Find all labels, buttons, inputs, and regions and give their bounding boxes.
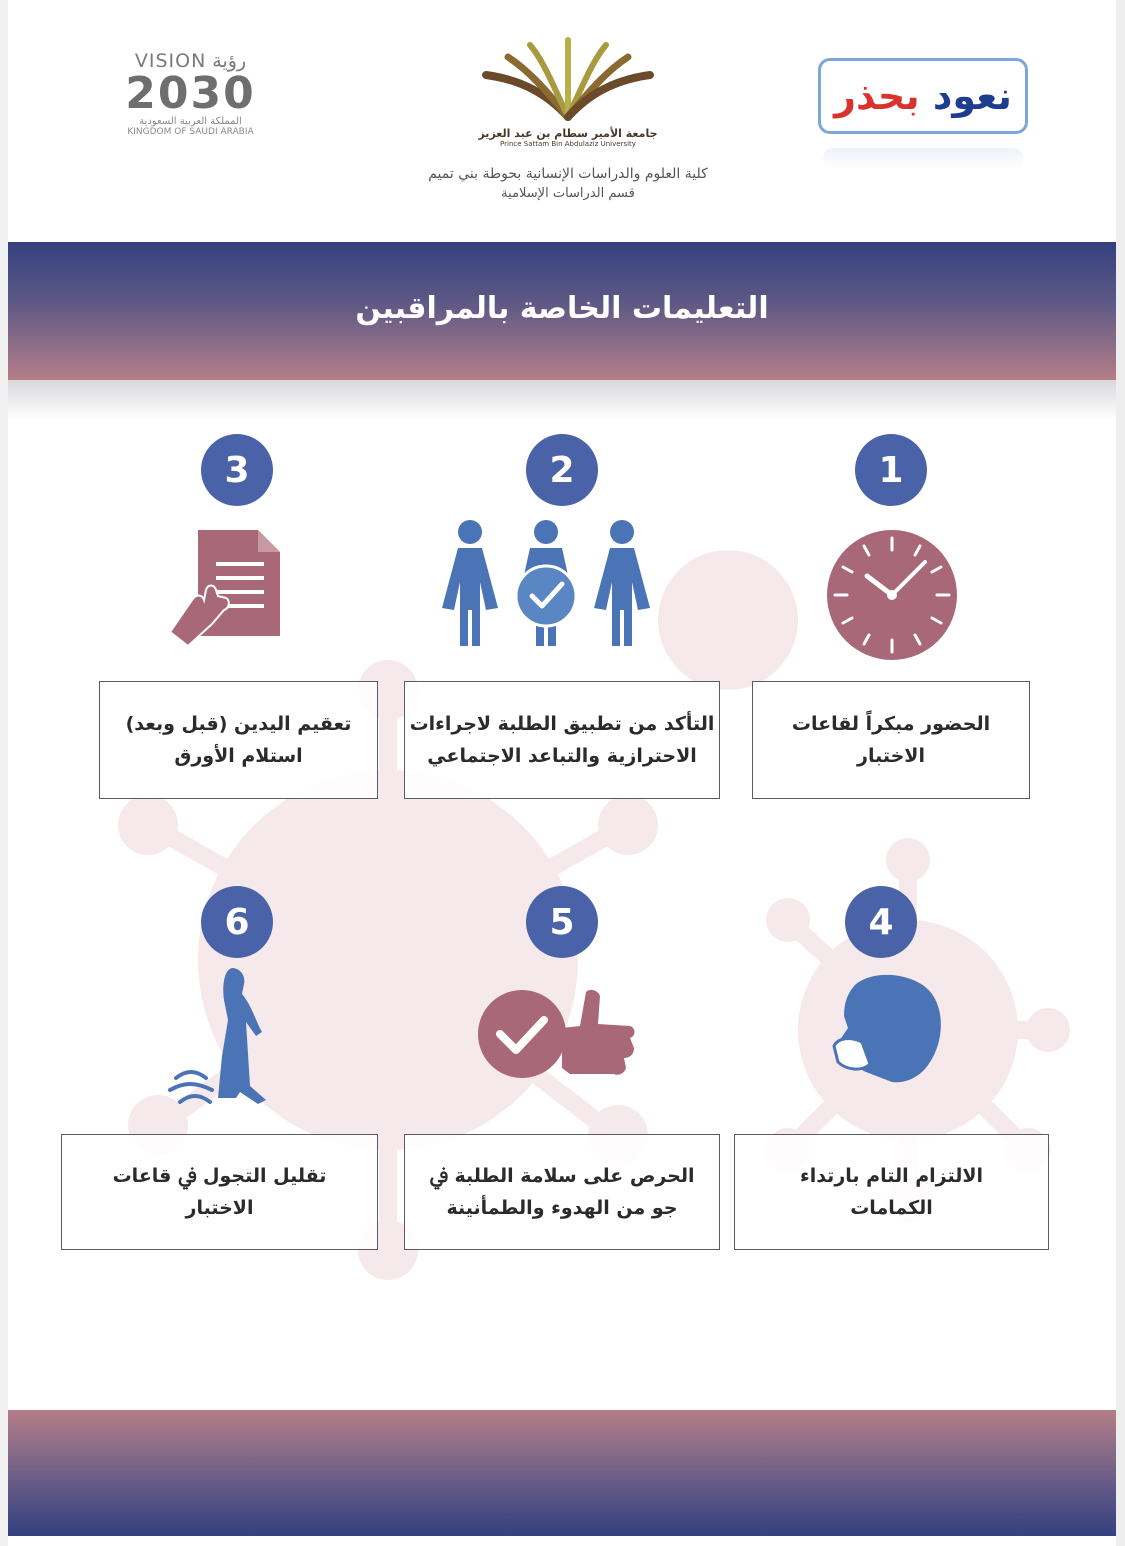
banner-shadow <box>8 380 1116 420</box>
instruction-3-line2: استلام الأورق <box>174 745 303 767</box>
people-check-icon <box>440 518 655 650</box>
step-badge-3: 3 <box>201 434 273 506</box>
brand-word2: بحذر <box>834 74 920 118</box>
instruction-box-1 <box>752 681 1030 799</box>
university-logo <box>388 35 748 215</box>
open-book-icon <box>468 35 668 125</box>
vision-year: 2030 <box>125 68 256 119</box>
kingdom-en: KINGDOM OF SAUDI ARABIA <box>127 127 254 137</box>
instruction-6-line1: تقليل التجول ﰲ قاعات <box>112 1165 327 1187</box>
footer-band <box>8 1410 1116 1536</box>
masked-woman-icon <box>826 972 944 1094</box>
department-name: قسم الدراسات الإسلامية <box>501 186 635 201</box>
step-badge-6: 6 <box>201 886 273 958</box>
brand-word1: نعود <box>932 74 1012 118</box>
instruction-box-3 <box>99 681 378 799</box>
clock-icon <box>825 528 959 662</box>
instruction-3-line1: تعقيم اليدين (قبل وبعد) <box>125 713 352 735</box>
instruction-box-2 <box>404 681 720 799</box>
instruction-6-line2: الاختبار <box>185 1197 254 1219</box>
vision-label: VISION <box>134 50 207 72</box>
instruction-box-6 <box>61 1134 378 1250</box>
university-name-ar: جامعة الأمير سطام بن عبد العزيز <box>478 127 658 140</box>
instruction-2-line1: التأكد من تطبيق الطلبة لاجراءات <box>409 713 715 735</box>
university-name-en: Prince Sattam Bin Abdulaziz University <box>500 140 636 148</box>
step-badge-4: 4 <box>845 886 917 958</box>
kingdom-ar: المملكة العربية السعودية <box>139 116 242 127</box>
instruction-5-line2: جو من الهدوء والطمأنينة <box>446 1197 678 1219</box>
hand-document-icon <box>168 528 283 648</box>
vision-2030-logo <box>108 50 273 180</box>
title-banner <box>8 242 1116 380</box>
instruction-1-line2: الاختبار <box>857 745 925 767</box>
instruction-2-line2: الاحترازية والتباعد الاجتماعي <box>427 745 697 767</box>
brand-reflection <box>823 148 1023 170</box>
page-right-edge <box>1116 0 1125 1546</box>
college-name: كلية العلوم والدراسات الإنسانية بحوطة بني تميم <box>428 166 708 182</box>
step-badge-1: 1 <box>855 434 927 506</box>
step-badge-2: 2 <box>526 434 598 506</box>
page-left-edge <box>0 0 8 1546</box>
instruction-5-line1: الحرص على سلامة الطلبة ﰲ <box>429 1165 695 1187</box>
walking-woman-icon <box>166 966 276 1106</box>
instruction-box-4 <box>734 1134 1049 1250</box>
page-title: التعليمات الخاصة بالمراقبين <box>355 290 769 326</box>
instruction-1-line1: الحضور مبكراً لقاعات <box>791 713 991 735</box>
vision-ar-label: رؤية <box>212 50 247 72</box>
thumbs-up-check-icon <box>478 988 638 1080</box>
flyer-page <box>8 0 1116 1546</box>
instruction-box-5 <box>404 1134 720 1250</box>
step-badge-5: 5 <box>526 886 598 958</box>
instruction-4-line1: الالتزام التام بارتداء <box>799 1165 984 1187</box>
brand-logo <box>818 58 1028 134</box>
instruction-4-line2: الكمامات <box>850 1197 933 1219</box>
